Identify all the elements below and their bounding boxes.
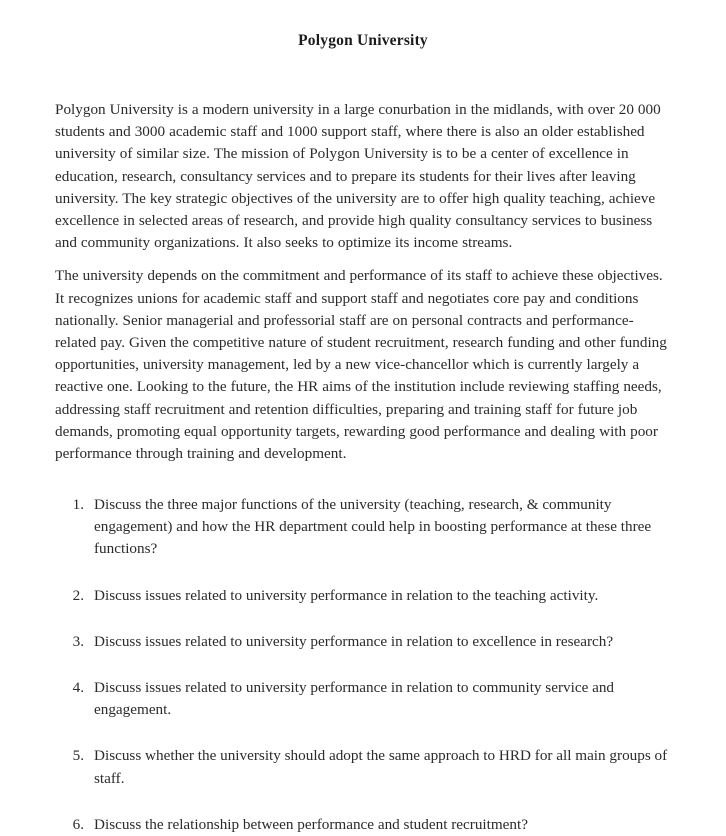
- question-list: [62, 494, 672, 836]
- body-paragraph: The university depends on the commitment and performance of its staff to achieve these objectives. It recognizes unions for academic staff and support staff and negotiates core pay and conditions nationally. Senior managerial and professorial staff are on personal contracts and performance-related pay. Given the competitive nature of student recruitment, research funding and other funding opportunities, university management, led by a new vice-chancellor which is currently largely a reactive one. Looking to the future, the HR aims of the institution include reviewing staffing needs, addressing staff recruitment and retention difficulties, preparing and training staff for future job demands, promoting equal opportunity targets, rewarding good performance and dealing with poor performance through training and development.: [55, 267, 667, 463]
- list-item: [62, 585, 672, 607]
- list-item: [62, 494, 672, 561]
- list-item-number: 6.: [72, 815, 84, 833]
- list-item-number: 4.: [72, 679, 84, 697]
- list-item-text: Discuss the relationship between performance and student recruitment?: [94, 815, 528, 833]
- list-item-text: Discuss whether the university should adopt the same approach to HRD for all main groups of staff.: [94, 747, 668, 787]
- page-title: Polygon University: [298, 32, 428, 49]
- list-item: [62, 677, 672, 721]
- list-item-number: 5.: [72, 747, 84, 765]
- list-item-text: Discuss issues related to university performance in relation to the teaching activity.: [94, 586, 599, 604]
- list-item-text: Discuss issues related to university performance in relation to excellence in research?: [94, 632, 614, 650]
- list-item: [62, 814, 672, 836]
- list-item: [62, 745, 672, 789]
- list-item-text: Discuss the three major functions of the university (teaching, research, & community engagement) and how the HR department could help in boosting performance at these three functions?: [94, 496, 652, 558]
- document-body: [55, 99, 669, 465]
- list-item-text: Discuss issues related to university performance in relation to community service and engagement.: [94, 679, 615, 719]
- list-item-number: 3.: [72, 632, 84, 650]
- list-item-number: 2.: [72, 586, 84, 604]
- list-item: [62, 631, 672, 653]
- list-item-number: 1.: [72, 496, 84, 513]
- body-paragraph: Polygon University is a modern university in a large conurbation in the midlands, with over 20 000 students and 3000 academic staff and 1000 support staff, where there is also an older established university of similar size. The mission of Polygon University is to be a center of excellence in education, research, consultancy services and to prepare its students for their lives after leaving university. The key strategic objectives of the university are to offer high quality teaching, achieve excellence in selected areas of research, and provide high quality consultancy services to business and community organizations. It also seeks to optimize its income streams.: [55, 101, 661, 252]
